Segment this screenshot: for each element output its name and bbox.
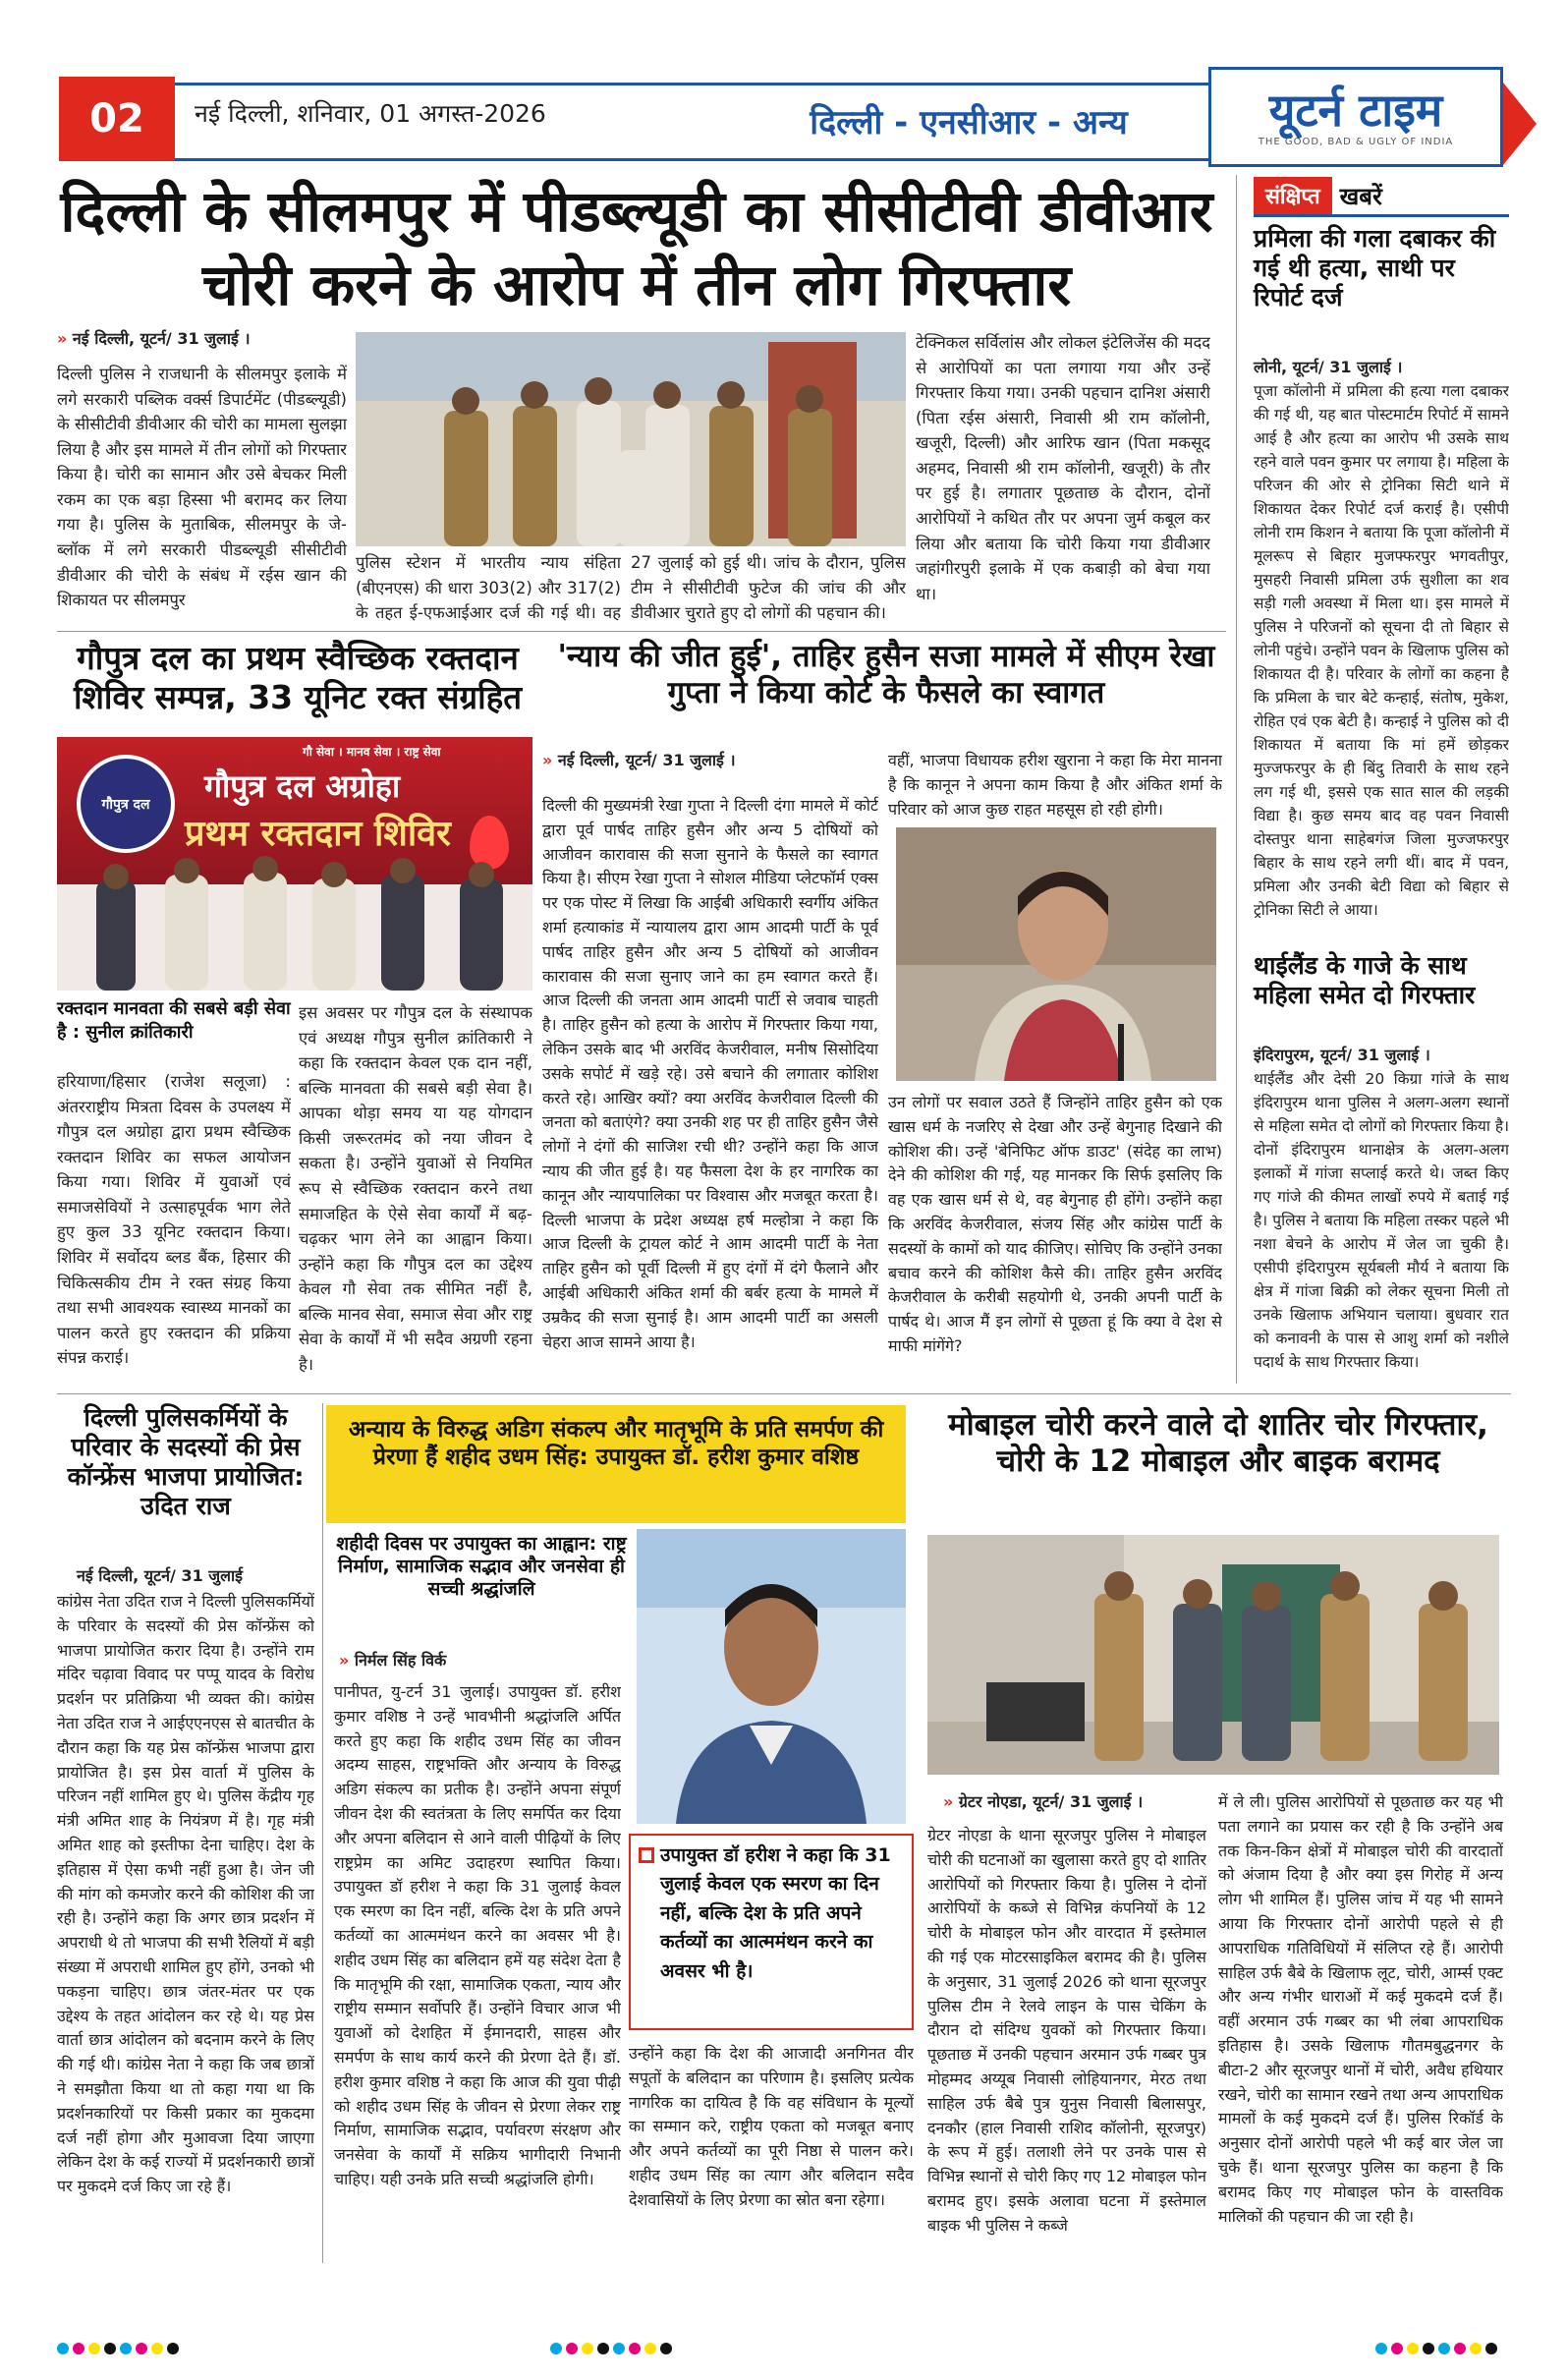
udham-photo (637, 1529, 906, 1824)
press-byline: नई दिल्ली, यूटर्न/ 31 जुलाई (77, 1566, 243, 1585)
bullet-icon: » (943, 1792, 959, 1811)
mobile-col1: ग्रेटर नोएडा के थाना सूरजपुर पुलिस ने मोबाइल चोरी की घटनाओं का खुलासा करते हुए दो शातिर आरोपियों को गिरफ्तार किया है। पुलिस ने दोनों आरोपियों के कब्जे से विभिन्न कंपनियों के 12 चोरी के मोबाइल फोन और वारदात में इस्तेमाल की गई एक मोटरसाइकिल बरामद की है। पुलिस के अनुसार, 31 जुलाई 2026 को थाना सूरजपुर पुलिस टीम ने रेलवे लाइन के पास चेकिंग के दौरान दो संदिग्ध युवकों को गिरफ्तार किया। पूछताछ में उनकी पहचान अरमान उर्फ गब्बर पुत्र मोहम्मद अय्यूब निवासी लोहियानगर, मेरठ तथा साहिल उर्फ बैबे पुत्र युनुस निवासी बिलासपुर, दनकौर (हाल निवासी राशिद कॉलोनी, सूरजपुर) के रूप में हुई। तलाशी लेने पर उनके पास से विभिन्न स्थानों से चोरी किए गए 12 मोबाइल फोन बरामद हुए। इसके अलावा घटना में इस्तेमाल बाइक भी पुलिस ने कब्जे (927, 1826, 1206, 2235)
logo-tagline: THE GOOD, BAD & UGLY OF INDIA (1258, 136, 1454, 147)
masthead (59, 59, 1513, 169)
bullet-icon: » (57, 329, 73, 348)
lead-col1: दिल्ली पुलिस ने राजधानी के सीलमपुर इलाके में लगे सरकारी पब्लिक वर्क्स डिपार्टमेंट (पीडब्ल्यूडी) के सीसीटीवी डीवीआर की चोरी का मामला सुलझा लिया है और इस मामले में तीन लोगों को गिरफ्तार किया है। चोरी का सामान और उसे बेचकर मिली रकम का एक बड़ा हिस्सा भी बरामद कर लिया गया है। पुलिस के मुताबिक, सीलमपुर के जे-ब्लॉक में लगे सरकारी पीडब्ल्यूडी सीसीटीवी डीवीआर की चोरी के संबंध में रईस खान की शिकायत पर सीलमपुर (57, 365, 347, 610)
udham-banner (326, 1405, 906, 1523)
press-headline: दिल्ली पुलिसकर्मियों के परिवार के सदस्यों की प्रेस कॉन्फ्रेंस भाजपा प्रायोजित: उदित राज (67, 1403, 305, 1520)
sidebar-story2-byline: इंदिरापुरम, यूटर्न/ 31 जुलाई । (1254, 1046, 1430, 1064)
banner-top-text: गौ सेवा । मानव सेवा । राष्ट्र सेवा (303, 745, 441, 759)
dateline: नई दिल्ली, शनिवार, 01 अगस्त-2026 (195, 99, 546, 128)
blood-headline: गौपुत्र दल का प्रथम स्वैच्छिक रक्तदान शिविर सम्पन्न, 33 यूनिट रक्त संग्रहित (73, 639, 523, 716)
sidebar-story1-body: पूजा कॉलोनी में प्रमिला की हत्या गला दबाकर की गई थी, यह बात पोस्टमार्टम रिपोर्ट में सामने आई है और हत्या का आरोप भी उसके साथ रहने वाले पवन कुमार पर लगाया है। महिला के परिजन की ओर से ट्रोनिका सिटी थाने में शिकायत देकर रिपोर्ट दर्ज कराई है। एसीपी लोनी राम किशन ने बताया कि पूजा कॉलोनी में मूलरूप से बिहार मुजफ्फरपुर भगवतीपुर, मुसहरी निवासी प्रमिला उर्फ सुशीला का शव सड़ी गली अवस्था में मिला था। इस मामले में पुलिस ने परिजनों को सूचना दी तो बिहार से लोनी पहुंचे। उन्होंने पवन के खिलाफ पुलिस को शिकायत दी है। परिवार के लोगों का कहना है कि प्रमिला के चार बेटे कन्हाई, संतोष, मुकेश, रोहित एवं एक बेटी है। कन्हाई ने पुलिस को दी शिकायत में बताया कि मां हमें छोड़कर मुज्जफरपुर के ही बिंदु तिवारी के साथ रहने लग गई थी, इससे एक सात साल की लड़की विद्या है। कुछ समय बाद वह पवन निवासी दोस्तपुर थाना साहेबगंज जिला मुज्जफरपुर बिहार के साथ रहने लगी थीं। बाद में पवन, प्रमिला और उनकी बेटी विद्या को बिहार से ट्रोनिका सिटी ले आया। (1254, 382, 1509, 920)
logo-text: यूटर्न टाइम (1268, 83, 1443, 137)
sidebar-story2-headline: थाईलैंड के गाजे के साथ महिला समेत दो गिरफ्तार (1254, 951, 1476, 1009)
mobile-byline: » ग्रेटर नोएडा, यूटर्न/ 31 जुलाई । (943, 1792, 1144, 1811)
blood-body-right: इस अवसर पर गौपुत्र दल के संस्थापक एवं अध्यक्ष गौपुत्र सुनील क्रांतिकारी ने कहा कि रक्तदान केवल एक दान नहीं, बल्कि मानवता की सबसे बड़ी सेवा है। आपका थोड़ा समय या यह योगदान किसी जरूरतमंद को नया जीवन दे सकता है। उन्होंने युवाओं से नियमित रूप से स्वैच्छिक रक्तदान करने तथा समाजहित के ऐसे सेवा कार्यों में बढ़-चढ़कर भाग लेने का आह्वान किया। उन्होंने कहा कि गौपुत्र दल का उद्देश्य केवल गौ सेवा तक सीमित नहीं है, बल्कि मानव सेवा, समाज सेवा और राष्ट्र सेवा के कार्यों में भी सदैव अग्रणी रहना है। (299, 1003, 532, 1374)
mobile-col2: में ले ली। पुलिस आरोपियों से पूछताछ कर यह भी पता लगाने का प्रयास कर रही है कि उन्होंने अब तक किन-किन क्षेत्रों में मोबाइल चोरी की वारदातों को अंजाम दिया है और क्या इस गिरोह में अन्य लोग भी शामिल हैं। पुलिस जांच में यह भी सामने आया कि गिरफ्तार दोनों आरोपी पहले से ही आपराधिक गतिविधियों में संलिप्त रहे हैं। आरोपी साहिल उर्फ बैबे के खिलाफ लूट, चोरी, आर्म्स एक्ट और अन्य गंभीर धाराओं में कई मुकदमे दर्ज हैं। वहीं अरमान उर्फ गब्बर का भी लंबा आपराधिक इतिहास है। उसके खिलाफ गौतमबुद्धनगर के बीटा-2 और सूरजपुर थानों में चोरी, अवैध हथियार रखने, चोरी का सामान रखने तथा अन्य आपराधिक मामलों के कई मुकदमे दर्ज हैं। पुलिस रिकॉर्ड के अनुसार दोनों आरोपी पहले भी कई बार जेल जा चुके हैं। थाना सूरजपुर पुलिस का कहना है कि बरामद किए गए मोबाइल फोन के वास्तविक मालिकों की पहचान की जा रही है। (1218, 1792, 1503, 2226)
page-number: 02 (59, 77, 175, 161)
print-marks-left (57, 2343, 179, 2354)
verdict-headline: 'न्याय की जीत हुई', ताहिर हुसैन सजा मामले में सीएम रेखा गुप्ता ने किया कोर्ट के फैसले का स्वागत (557, 639, 1215, 711)
group-figures (57, 855, 532, 991)
sidebar-story1-byline: लोनी, यूटर्न/ 31 जुलाई । (1254, 358, 1403, 376)
udham-col1: पानीपत, यु-टर्न 31 जुलाई। उपायुक्त डॉ. हरीश कुमार वशिष्ठ ने उन्हें भावभीनी श्रद्धांजलि अर्पित करते हुए कहा कि शहीद उधम सिंह का जीवन अदम्य साहस, राष्ट्रभक्ति और अन्याय के विरुद्ध अडिग संकल्प का प्रतीक है। उन्होंने अपना संपूर्ण जीवन देश की स्वतंत्रता के लिए समर्पित कर दिया और अपना बलिदान से आने वाली पीढ़ियों के लिए राष्ट्रप्रेम का अमिट उदाहरण स्थापित किया। उपायुक्त डॉ हरीश ने कहा कि 31 जुलाई केवल एक स्मरण का दिन नहीं, बल्कि देश के प्रति अपने कर्तव्यों का आत्ममंथन करने का अवसर भी है। शहीद उधम सिंह का बलिदान हमें यह संदेश देता है कि मातृभूमि की रक्षा, सामाजिक एकता, न्याय और राष्ट्रीय सम्मान सर्वोपरि हैं। उन्होंने विचार आज भी युवाओं को देशहित में ईमानदारी, साहस और समर्पण के साथ कार्य करने की प्रेरणा देते हैं। डॉ. हरीश कुमार वशिष्ठ ने कहा कि आज की युवा पीढ़ी को शहीद उधम सिंह के जीवन से प्रेरणा लेकर राष्ट्र निर्माण, सामाजिक सद्भाव, पर्यावरण संरक्षण और जनसेवा के कार्यों में सक्रिय भागीदारी निभानी चाहिए। यही उनके प्रति सच्ची श्रद्धांजलि होगी। (334, 1682, 621, 2188)
lead-col2a: पुलिस स्टेशन में भारतीय न्याय संहिता (बीएनएस) की धारा 303(2) और 317(2) के तहत ई-एफआईआर दर्ज की गई थी। वह (356, 553, 621, 623)
divider (322, 1403, 323, 2263)
verdict-byline: » नई दिल्ली, यूटर्न/ 31 जुलाई । (542, 751, 736, 769)
mobile-photo (927, 1535, 1499, 1775)
udham-byline: » निर्मल सिंह विर्क (339, 1651, 447, 1670)
arrow-icon (1503, 83, 1537, 165)
news-tag: खबरें (1339, 182, 1382, 210)
udham-subhead: शहीदी दिवस पर उपायुक्त का आह्वान: राष्ट्र निर्माण, सामाजिक सद्भाव और जनसेवा ही सच्ची श्रद्धांजलि (336, 1533, 627, 1600)
mobile-headline: मोबाइल चोरी करने वाले दो शातिर चोर गिरफ्तार, चोरी के 12 मोबाइल और बाइक बरामद (948, 1407, 1488, 1480)
divider (57, 1393, 1511, 1394)
bullet-icon: » (542, 751, 558, 769)
press-body: कांग्रेस नेता उदित राज ने दिल्ली पुलिसकर्मियों के परिवार के सदस्यों की प्रेस कॉन्फ्रेंस को भाजपा प्रायोजित करार दिया है। उन्होंने राम मंदिर चढ़ावा विवाद पर पप्पू यादव के विरोध प्रदर्शन पर प्रतिक्रिया भी व्यक्त की। कांग्रेस नेता उदित राज ने आईएएनएस से बातचीत के दौरान कहा कि यह प्रेस कॉन्फ्रेंस भाजपा द्वारा प्रायोजित है। इस प्रेस वार्ता में पुलिस के परिजन नहीं शामिल हुए थे। पुलिस केंद्रीय गृह मंत्री अमित शाह के नियंत्रण में है। गृह मंत्री अमित शाह को इस्तीफा देना चाहिए। देश के इतिहास में ऐसा कभी नहीं हुआ है। जेन जी की मांग को कमजोर करने की कोशिश की जा रही है। उन्होंने कहा कि अगर छात्र प्रदर्शन में अपराधी थे तो भाजपा की सभी रैलियों में बड़ी संख्या में अपराधी शामिल हुए होंगे, उनको भी पकड़ना चाहिए। छात्र जंतर-मंतर पर एक उद्देश्य के तहत आंदोलन कर रहे थे। यह प्रेस वार्ता छात्र आंदोलन को बदनाम करने के लिए की गई थी। कांग्रेस नेता ने कहा कि जब छात्रों ने समझौता किया था तो कहा गया था कि प्रदर्शनकारियों पर किसी प्रकार का मुकदमा दर्ज नहीं होगा और मुआवजा दिया जाएगा लेकिन देश के कई राज्यों में प्रदर्शनकारी छात्रों पर मुकदमे दर्ज किए जा रहे हैं। (57, 1592, 314, 2196)
lead-headline: दिल्ली के सीलमपुर में पीडब्ल्यूडी का सीसीटीवी डीवीआर चोरी करने के आरोप में तीन लोग गिरफ्तार (60, 178, 1213, 319)
lead-col2b: 27 जुलाई को हुई थी। जांच के दौरान, पुलिस टीम ने सीसीटीवी फुटेज की जांच की और डीवीआर चुराते हुए दो लोगों की पहचान की। (631, 553, 906, 623)
print-marks-center (550, 2343, 672, 2354)
banner-line1: गौपुत्र दल अग्रोहा (204, 767, 401, 805)
blood-caption: रक्तदान मानवता की सबसे बड़ी सेवा है : सुनील क्रांतिकारी (57, 998, 291, 1044)
blood-banner-photo (57, 737, 532, 991)
lead-photo (356, 332, 906, 546)
sidebar-divider (1236, 175, 1237, 1384)
verdict-col2-bottom: उन लोगों पर सवाल उठते हैं जिन्होंने ताहिर हुसैन को एक खास धर्म के नजरिए से देखा और उन्हें बेगुनाह दिखाने की कोशिश की। उन्हें 'बेनिफिट ऑफ डाउट' (संदेह का लाभ) देने की कोशिश की गई, यह मानकर कि सिर्फ इसलिए कि वह एक खास धर्म से थे, वह बेगुनाह ही होंगे। उन्होंने कहा कि अरविंद केजरीवाल, संजय सिंह और कांग्रेस पार्टी के सदस्यों के कामों को याद कीजिए। सोचिए कि उन्होंने उनका बचाव करने की कोशिश कैसे की। ताहिर हुसैन अरविंद केजरीवाल के करीबी सहयोगी थे, उनकी अपनी पार्टी के पार्षद थे। आज मैं इन लोगों से पूछता हूं कि क्या वे देश से माफी मांगेंगे? (888, 1093, 1222, 1355)
sidebar-header (1254, 177, 1382, 214)
sidebar-header-line (1254, 214, 1509, 217)
verdict-photo (896, 827, 1216, 1081)
banner-line2: प्रथम रक्तदान शिविर (185, 814, 451, 854)
udham-pullquote (629, 1834, 914, 2030)
bullet-icon: » (339, 1651, 355, 1670)
verdict-col1: दिल्ली की मुख्यमंत्री रेखा गुप्ता ने दिल्ली दंगा मामले में कोर्ट द्वारा पूर्व पार्षद ताहिर हुसैन और अन्य 5 दोषियों को आजीवन कारावास की सजा सुनाने के फैसले का स्वागत किया है। सीएम रेखा गुप्ता ने सोशल मीडिया प्लेटफॉर्म एक्स पर एक पोस्ट में लिखा कि आईबी अधिकारी स्वर्गीय अंकित शर्मा हत्याकांड में न्यायालय द्वारा आम आदमी पार्टी के पूर्व पार्षद ताहिर हुसैन और अन्य 5 दोषियों को आजीवन कारावास की सजा सुनाए जाने का हम स्वागत करते हैं। आज दिल्ली की जनता आम आदमी पार्टी से जवाब चाहती है। ताहिर हुसैन को हत्या के आरोप में गिरफ्तार किया गया, लेकिन उसके बाद भी अरविंद केजरीवाल, मनीष सिसोदिया उसके सपोर्ट में खड़े रहे। उसे बचाने की लगातार कोशिश करते रहे। आखिर क्यों? क्या अरविंद केजरीवाल दिल्ली की जनता को बताएंगे? क्या उनकी शह पर ही ताहिर हुसैन जैसे लोगों ने दंगों की साजिश रची थी? उन्होंने कहा कि आज न्याय की जीत हुई है। यह फैसला देश के हर नागरिक का कानून और न्यायपालिका पर विश्वास और मजबूत करता है। दिल्ली भाजपा के प्रदेश अध्यक्ष हर्ष मल्होत्रा ने कहा कि आज दिल्ली के ट्रायल कोर्ट ने आम आदमी पार्टी के नेता ताहिर हुसैन को पूर्वी दिल्ली में हुए दंगों में दंगे फैलाने और आईबी अधिकारी अंकित शर्मा की बर्बर हत्या के मामले में उम्रकैद की सजा सुनाई है। आम आदमी पार्टी का असली चेहरा आज सामने आया है। (542, 796, 878, 1351)
udham-quote: उपायुक्त डॉ हरीश ने कहा कि 31 जुलाई केवल एक स्मरण का दिन नहीं, बल्कि देश के प्रति अपने कर्तव्यों का आत्ममंथन करने का अवसर भी है। (660, 1844, 891, 1982)
sidebar-story2-body: थाईलैंड और देसी 20 किग्रा गांजे के साथ इंदिरापुरम थाना पुलिस ने अलग-अलग स्थानों से महिला समेत दो लोगों को गिरफ्तार किया है। दोनों इंदिरापुरम थानाक्षेत्र के अलग-अलग इलाकों में गांजा सप्लाई करते थे। जब्त किए गए गांजे की कीमत लाखों रुपये में बताई गई है। पुलिस ने बताया कि महिला तस्कर पहले भी नशा बेचने के आरोप में जेल जा चुकी है। एसीपी इंदिरापुरम सूर्यबली मौर्य ने बताया कि क्षेत्र में गांजा बिक्री को लेकर सूचना मिली तो उनके खिलाफ अभियान चलाया। बुधवार रात को कनावनी के पास से आशु शर्मा को नशीले पदार्थ के साथ गिरफ्तार किया। (1254, 1070, 1509, 1372)
lead-byline: » नई दिल्ली, यूटर्न/ 31 जुलाई । (57, 329, 251, 348)
udham-headline: अन्याय के विरुद्ध अडिग संकल्प और मातृभूमि के प्रति समर्पण की प्रेरणा हैं शहीद उधम सिंह: उपायुक्त डॉ. हरीश कुमार वशिष्ठ (348, 1417, 884, 1470)
divider (57, 631, 1226, 632)
newspaper-logo (1208, 67, 1503, 167)
blood-body-left: हरियाणा/हिसार (राजेश सलूजा) : अंतरराष्ट्रीय मित्रता दिवस के उपलक्ष्य में गौपुत्र दल अग्रोहा द्वारा प्रथम स्वैच्छिक रक्तदान शिविर का सफल आयोजन किया गया। शिविर में युवाओं एवं समाजसेवियों ने उत्साहपूर्वक भाग लेते हुए कुल 33 यूनिट रक्तदान किया। शिविर में सर्वोदय ब्लड बैंक, हिसार की चिकित्सकीय टीम ने रक्त संग्रह किया तथा सभी आवश्यक स्वास्थ्य मानकों का पालन करते हुए रक्तदान की प्रक्रिया संपन्न कराई। (57, 1072, 291, 1368)
section-title: दिल्ली - एनसीआर - अन्य (753, 88, 1185, 153)
verdict-col2-top: वहीं, भाजपा विधायक हरीश खुराना ने कहा कि मेरा मानना है कि कानून ने अपना काम किया है और अंकित शर्मा के परिवार को आज कुछ राहत महसूस हो रही होगी। (888, 751, 1222, 819)
lead-col3: टेक्निकल सर्विलांस और लोकल इंटेलिजेंस की मदद से आरोपियों का पता लगाया गया और उन्हें गिरफ्तार किया गया। उनकी पहचान दानिश अंसारी (पिता रईस अंसारी, निवासी श्री राम कॉलोनी, खजूरी, दिल्ली) और आरिफ खान (पिता मकसूद अहमद, निवासी श्री राम कॉलोनी, खजूरी) के तौर पर हुई है। लगातार पूछताछ के दौरान, दोनों आरोपियों ने कथित तौर पर अपना जुर्म कबूल कर लिया और बताया कि चोरी किया गया डीवीआर जहांगीरपुरी इलाके में एक कबाड़ी को बेचा गया था। (916, 333, 1210, 603)
sidebar-story1-headline: प्रमिला की गला दबाकर की गई थी हत्या, साथी पर रिपोर्ट दर्ज (1254, 224, 1496, 312)
brief-tag: संक्षिप्त (1254, 177, 1332, 214)
banner-badge: गौपुत्र दल (77, 755, 175, 853)
quote-square-icon (639, 1847, 654, 1863)
udham-col2: उन्होंने कहा कि देश की आजादी अनगिनत वीर सपूतों के बलिदान का परिणाम है। इसलिए प्रत्येक नागरिक का दायित्व है कि वह संविधान के मूल्यों का सम्मान करे, राष्ट्रीय एकता को मजबूत बनाए और अपने कर्तव्यों का पूरी निष्ठा से पालन करे। शहीद उधम सिंह का त्याग और बलिदान सदैव देशवासियों के लिए प्रेरणा का स्रोत बना रहेगा। (629, 2044, 914, 2209)
print-marks-right (1375, 2343, 1497, 2354)
